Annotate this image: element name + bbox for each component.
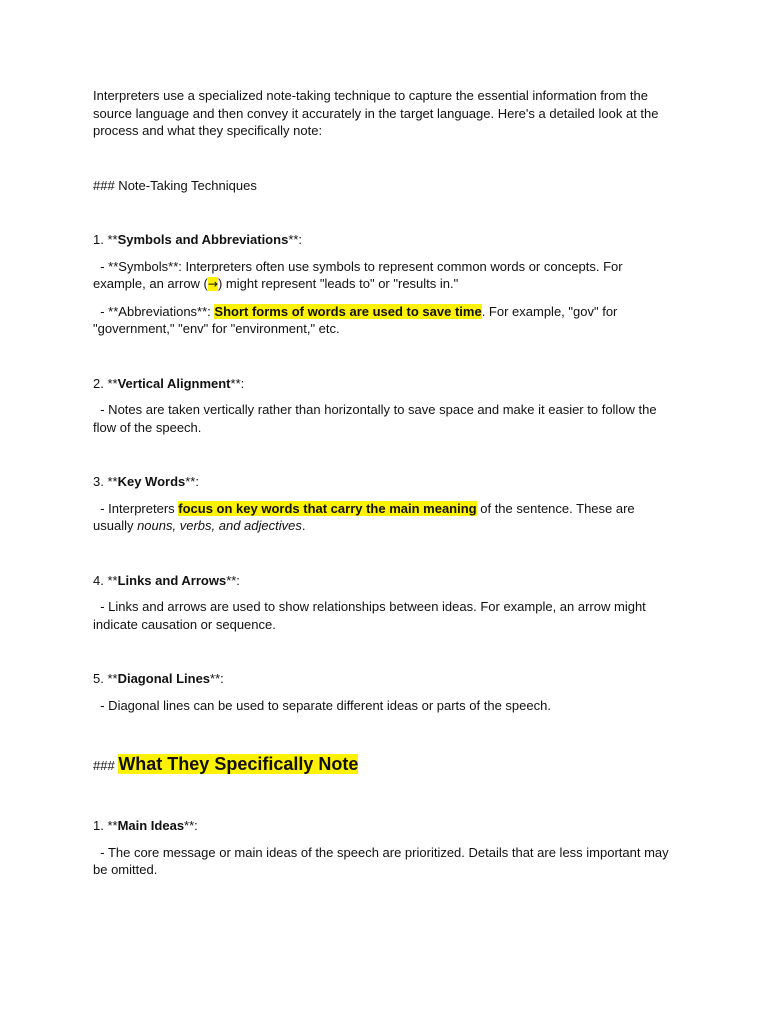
list-item-title: Vertical Alignment xyxy=(117,375,231,391)
sub-item-symbols: - **Symbols**: Interpreters often use symbols to represent common words or concepts. For example, an arrow (→) might represent "leads to" or "results in." xyxy=(93,258,627,291)
list-item-close: **: xyxy=(226,572,240,588)
list-item-title: Key Words xyxy=(117,474,186,489)
italic-text: nouns, verbs, and adjectives xyxy=(137,518,302,533)
list-item-close: **: xyxy=(288,232,303,247)
list-item-close: **: xyxy=(184,818,198,833)
list-item-close: **: xyxy=(210,671,224,686)
list-item-diagonal-lines xyxy=(93,670,678,688)
sub-item-key-words: - Interpreters focus on key words that carry the main meaning of the sentence. These are usually nouns, verbs, and adjectives. xyxy=(93,500,639,533)
list-number: 1. ** xyxy=(93,232,118,247)
list-number: 2. ** xyxy=(93,375,118,391)
section-heading-note-taking: ### Note-Taking Techniques xyxy=(93,177,257,193)
highlighted-text: focus on key words that carry the main meaning xyxy=(178,500,477,516)
section-heading-what-they-note xyxy=(93,752,678,776)
document-body xyxy=(93,87,678,879)
list-number: 1. ** xyxy=(93,818,118,833)
sub-item-diagonal-lines: - Diagonal lines can be used to separate different ideas or parts of the speech. xyxy=(93,697,551,713)
list-number: 4. ** xyxy=(93,572,118,588)
list-item-title: Links and Arrows xyxy=(117,572,227,588)
list-item-title: Main Ideas xyxy=(117,818,185,833)
heading-hashes: ### xyxy=(93,758,119,773)
intro-paragraph: Interpreters use a specialized note-taking technique to capture the essential information from the source language and then convey it accurately in the target language. Here's a detailed look at the process and what they specifically note: xyxy=(93,88,659,138)
list-item-links-arrows xyxy=(93,572,678,590)
sub-item-links-arrows: - Links and arrows are used to show relationships between ideas. For example, an arrow might indicate causation or sequence. xyxy=(93,599,650,632)
list-number: 3. ** xyxy=(93,474,118,489)
list-item-title: Symbols and Abbreviations xyxy=(117,232,289,247)
sub-item-main-ideas: - The core message or main ideas of the speech are prioritized. Details that are less important may be omitted. xyxy=(93,844,673,877)
list-item-symbols-abbreviations xyxy=(93,231,678,249)
list-item-vertical-alignment xyxy=(93,375,678,393)
arrow-symbol: → xyxy=(207,277,218,291)
list-item-title: Diagonal Lines xyxy=(117,671,211,686)
list-item-close: **: xyxy=(230,375,245,391)
list-number: 5. ** xyxy=(93,671,118,686)
list-item-key-words xyxy=(93,473,678,491)
highlighted-text: Short forms of words are used to save time xyxy=(214,303,482,319)
sub-item-vertical: - Notes are taken vertically rather than horizontally to save space and make it easier to follow the flow of the speech. xyxy=(93,402,661,435)
sub-item-abbreviations: - **Abbreviations**: Short forms of words are used to save time. For example, "gov" for "government," "env" for "environment," etc. xyxy=(93,303,621,336)
highlighted-heading: What They Specifically Note xyxy=(118,754,359,774)
list-item-main-ideas xyxy=(93,817,678,835)
list-item-close: **: xyxy=(185,474,199,489)
